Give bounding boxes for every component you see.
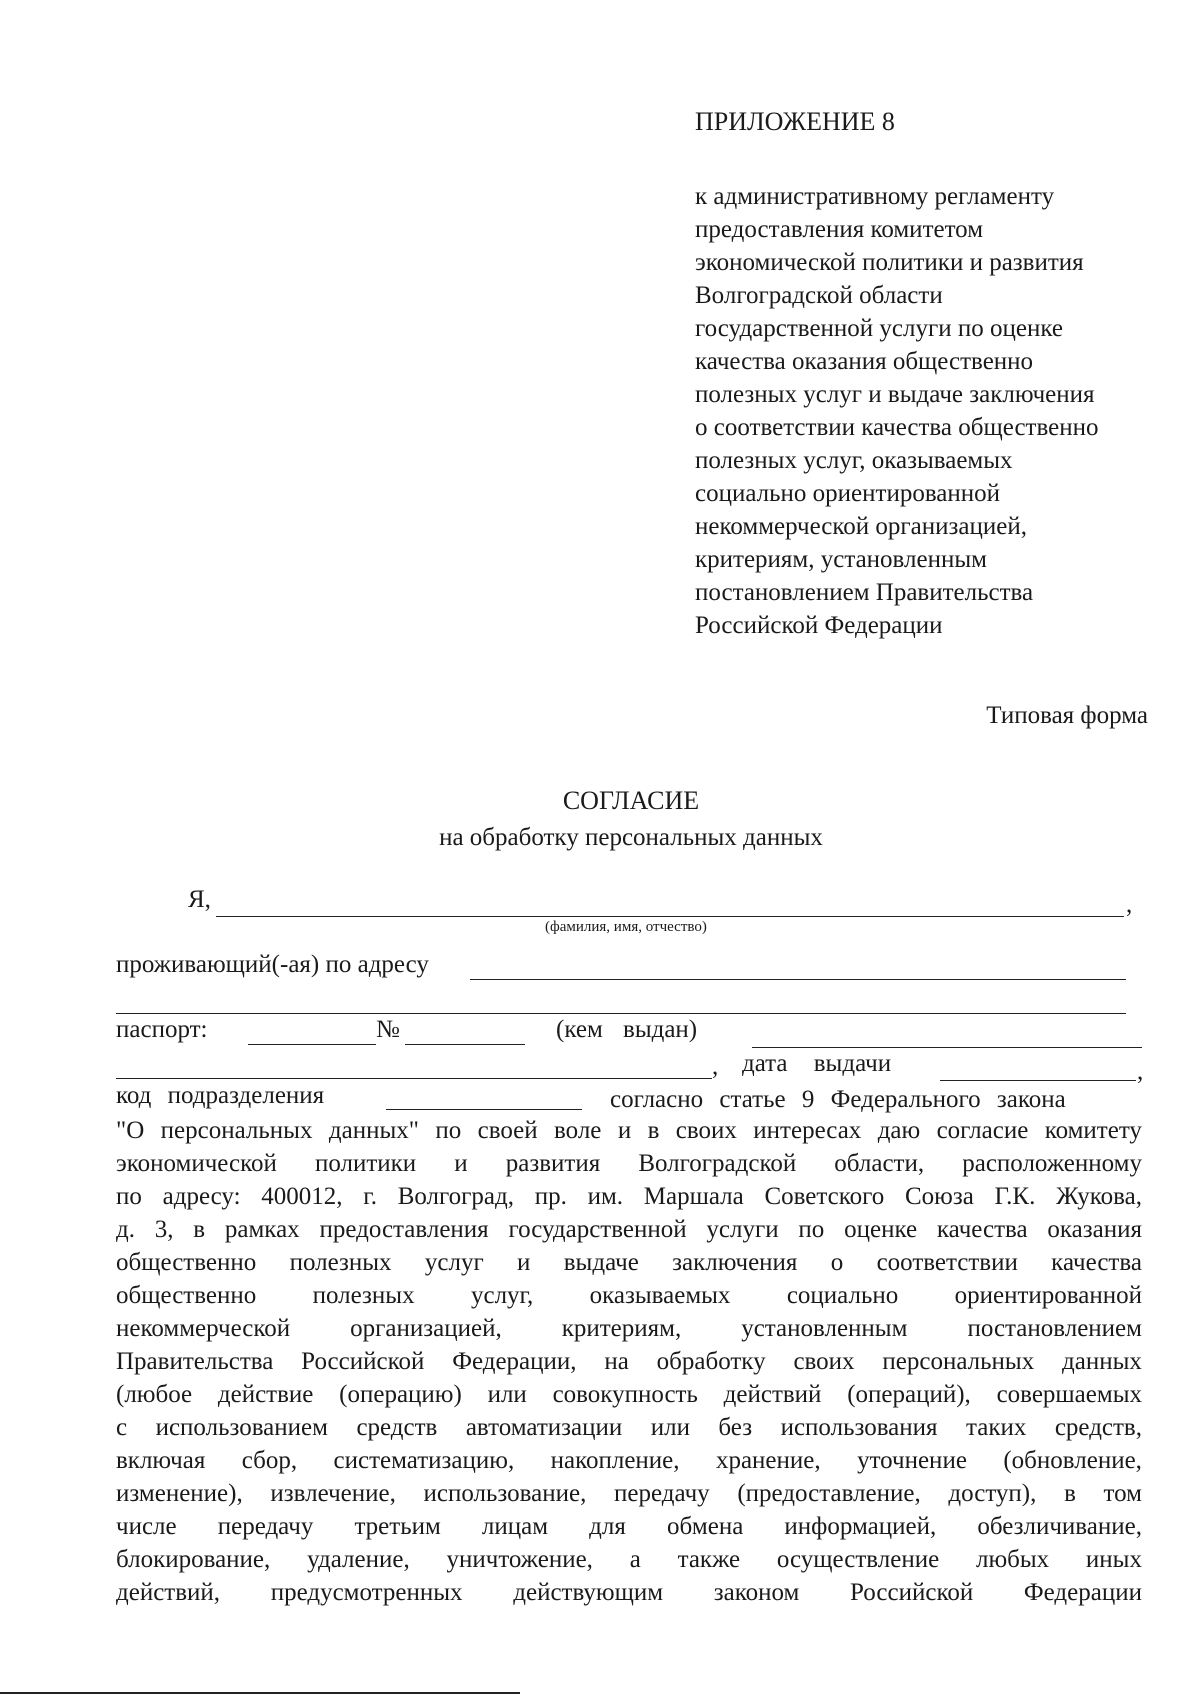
name-trailing-comma: ,: [1126, 891, 1133, 918]
address-field-line-2[interactable]: [116, 1013, 1126, 1014]
body-line: по адресу: 400012, г. Волгоград, пр. им. Маршала Советского Союза Г.К. Жукова,: [116, 1183, 1142, 1210]
address-field[interactable]: [470, 979, 1126, 980]
issued-by-comma: ,: [712, 1053, 719, 1080]
body-line: экономической политики и развития Волгоградской области, расположенному: [116, 1150, 1142, 1177]
number-sign: №: [376, 1016, 400, 1043]
body-line: числе передачу третьим лицам для обмена информацией, обезличивание,: [116, 1513, 1142, 1540]
address-label: проживающий(-ая) по адресу: [116, 951, 429, 978]
body-line: действий, предусмотренных действующим законом Российской Федерации: [116, 1579, 1142, 1606]
body-line: д. 3, в рамках предоставления государственной услуги по оценке качества оказания: [116, 1216, 1142, 1243]
body-line: блокирование, удаление, уничтожение, а также осуществление любых иных: [116, 1546, 1142, 1573]
document-title: СОГЛАСИЕ: [562, 786, 700, 815]
body-line: Правительства Российской Федерации, на обработку своих персональных данных: [116, 1348, 1142, 1375]
issued-by-label: (кем выдан): [556, 1016, 698, 1043]
issued-by-field[interactable]: [752, 1047, 1142, 1048]
issue-date-label: дата выдачи: [742, 1050, 892, 1077]
appendix-subtitle: [695, 180, 1195, 642]
body-line: общественно полезных услуг и выдаче заключения о соответствии качества: [116, 1249, 1142, 1276]
appendix-subtitle-line: о соответствии качества общественно: [695, 414, 1099, 441]
appendix-subtitle-line: предоставления комитетом: [695, 216, 984, 243]
body-line: включая сбор, систематизацию, накопление, хранение, уточнение (обновление,: [116, 1447, 1142, 1474]
appendix-subtitle-line: критериям, установленным: [695, 546, 987, 573]
body-line: изменение), извлечение, использование, передачу (предоставление, доступ), в том: [116, 1480, 1142, 1507]
full-name-caption: (фамилия, имя, отчество): [545, 919, 707, 935]
passport-label: паспорт:: [116, 1016, 208, 1043]
appendix-subtitle-line: некоммерческой организацией,: [695, 513, 1027, 540]
appendix-subtitle-line: полезных услуг, оказываемых: [695, 447, 1013, 474]
body-line: "О персональных данных" по своей воле и в своих интересах даю согласие комитету: [116, 1117, 1142, 1144]
appendix-subtitle-line: государственной услуги по оценке: [695, 315, 1063, 342]
issued-by-field-line-2[interactable]: [116, 1078, 712, 1079]
appendix-subtitle-line: к административному регламенту: [695, 183, 1055, 210]
appendix-subtitle-line: постановлением Правительства: [695, 579, 1034, 606]
footer-rule: [0, 1692, 520, 1694]
division-code-label: код подразделения: [116, 1082, 325, 1109]
body-line: (любое действие (операцию) или совокупность действий (операций), совершаемых: [116, 1381, 1142, 1408]
passport-number-field[interactable]: [405, 1044, 525, 1045]
full-name-field[interactable]: [216, 916, 1124, 917]
issue-date-comma: ,: [1137, 1058, 1144, 1085]
issue-date-field[interactable]: [940, 1080, 1136, 1081]
passport-series-field[interactable]: [248, 1044, 376, 1045]
appendix-subtitle-line: Российской Федерации: [695, 612, 943, 639]
appendix-subtitle-line: качества оказания общественно: [695, 348, 1034, 375]
appendix-title: ПРИЛОЖЕНИЕ 8: [695, 107, 895, 136]
agreement-start-text: согласно статье 9 Федерального закона: [610, 1086, 1066, 1113]
appendix-subtitle-line: экономической политики и развития: [695, 249, 1084, 276]
division-code-field[interactable]: [386, 1109, 582, 1110]
appendix-subtitle-line: Волгоградской области: [695, 282, 943, 309]
appendix-subtitle-line: полезных услуг и выдаче заключения: [695, 381, 1095, 408]
consent-body-text: [116, 1114, 1142, 1609]
body-line: с использованием средств автоматизации или без использования таких средств,: [116, 1414, 1142, 1441]
body-line: некоммерческой организацией, критериям, установленным постановлением: [116, 1315, 1142, 1342]
appendix-subtitle-line: социально ориентированной: [695, 480, 1001, 507]
document-subtitle: на обработку персональных данных: [439, 824, 823, 851]
form-type-label: Типовая форма: [986, 702, 1148, 729]
ya-label: Я,: [188, 886, 211, 913]
body-line: общественно полезных услуг, оказываемых социально ориентированной: [116, 1282, 1142, 1309]
